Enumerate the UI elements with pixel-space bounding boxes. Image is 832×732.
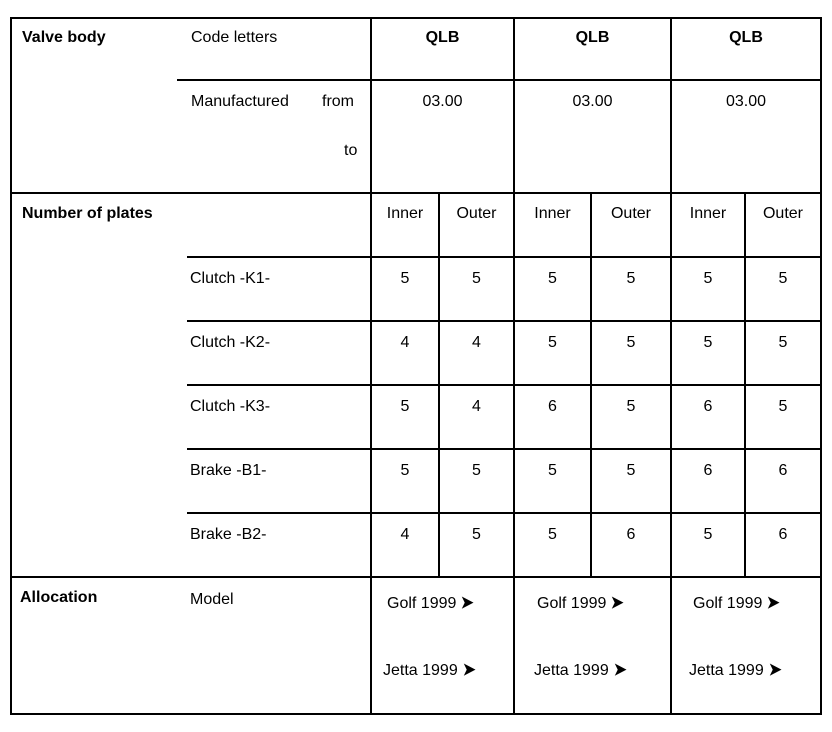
header-inner-col-3: Inner — [689, 205, 727, 222]
manufactured-from-col-2: 03.00 — [572, 93, 613, 110]
divider-code-letters — [177, 79, 822, 81]
code-letters-col-1: QLB — [425, 29, 460, 46]
code-letters-col-2: QLB — [575, 29, 610, 46]
section-valve-body: Valve body — [22, 29, 106, 46]
plate-row-label: Brake -B2- — [190, 526, 267, 543]
model-jetta-col-3: Jetta 1999 ➤ — [689, 660, 782, 679]
plate-count-cell: 4 — [400, 334, 410, 351]
section-allocation: Allocation — [20, 589, 98, 606]
model-jetta-col-1: Jetta 1999 ➤ — [383, 660, 476, 679]
divider-inner-outer-3 — [744, 192, 746, 578]
plate-count-cell: 5 — [472, 526, 481, 543]
row-label-model: Model — [190, 591, 234, 608]
divider-k3-b1 — [187, 448, 822, 450]
divider-b1-b2 — [187, 512, 822, 514]
section-number-of-plates: Number of plates — [22, 205, 153, 222]
row-label-from: from — [322, 93, 354, 110]
header-outer-col-3: Outer — [762, 205, 803, 222]
plate-count-cell: 5 — [703, 526, 713, 543]
arrow-right-icon: ➤ — [611, 593, 624, 612]
model-golf-col-2: Golf 1999 ➤ — [537, 593, 624, 612]
arrow-right-icon: ➤ — [767, 593, 780, 612]
plate-row-label: Clutch -K1- — [190, 270, 271, 287]
plate-count-cell: 5 — [400, 398, 410, 415]
plate-count-cell: 5 — [703, 334, 713, 351]
plate-row-label: Brake -B1- — [190, 462, 267, 479]
divider-k2-k3 — [187, 384, 822, 386]
model-jetta-col-2: Jetta 1999 ➤ — [534, 660, 627, 679]
plate-count-cell: 6 — [778, 526, 788, 543]
plate-count-cell: 6 — [703, 398, 713, 415]
divider-k1-k2 — [187, 320, 822, 322]
model-golf-col-1: Golf 1999 ➤ — [387, 593, 474, 612]
table-border-right — [820, 17, 822, 715]
header-outer-col-2: Outer — [610, 205, 651, 222]
table-border-left — [10, 17, 12, 715]
header-outer-col-1: Outer — [456, 205, 497, 222]
arrow-right-icon: ➤ — [768, 660, 782, 679]
manufactured-from-col-3: 03.00 — [725, 93, 767, 110]
table-border-bottom — [10, 713, 822, 715]
plate-count-cell: 6 — [778, 462, 788, 479]
plate-count-cell: 5 — [548, 462, 557, 479]
plate-count-cell: 6 — [626, 526, 636, 543]
row-label-code-letters: Code letters — [191, 29, 278, 46]
plate-row-label: Clutch -K3- — [190, 398, 271, 415]
plate-count-cell: 5 — [778, 334, 788, 351]
plate-count-cell: 5 — [400, 462, 410, 479]
plate-count-cell: 5 — [626, 462, 636, 479]
header-inner-col-2: Inner — [534, 205, 571, 222]
arrow-right-icon: ➤ — [613, 660, 627, 679]
plate-count-cell: 5 — [778, 398, 788, 415]
plate-count-cell: 5 — [548, 334, 557, 351]
plate-count-cell: 5 — [472, 462, 481, 479]
row-label-manufactured: Manufactured — [191, 93, 289, 110]
model-golf-col-3: Golf 1999 ➤ — [693, 593, 780, 612]
plate-count-cell: 5 — [548, 270, 557, 287]
plate-count-cell: 6 — [548, 398, 557, 415]
plate-row-label: Clutch -K2- — [190, 334, 271, 351]
header-inner-col-1: Inner — [386, 205, 424, 222]
manufactured-from-col-1: 03.00 — [422, 93, 463, 110]
code-letters-col-3: QLB — [729, 29, 763, 46]
divider-col-3 — [670, 17, 672, 715]
plate-count-cell: 5 — [400, 270, 410, 287]
divider-header-k1 — [187, 256, 822, 258]
plate-count-cell: 5 — [703, 270, 713, 287]
plate-count-cell: 5 — [778, 270, 788, 287]
arrow-right-icon: ➤ — [461, 593, 474, 612]
row-label-to: to — [344, 142, 358, 159]
arrow-right-icon: ➤ — [462, 660, 476, 679]
plate-count-cell: 5 — [548, 526, 557, 543]
divider-plates — [10, 576, 822, 578]
plate-count-cell: 5 — [626, 398, 636, 415]
plate-count-cell: 4 — [472, 398, 481, 415]
plate-count-cell: 5 — [626, 334, 636, 351]
divider-inner-outer-2 — [590, 192, 592, 578]
plate-count-cell: 6 — [703, 462, 713, 479]
plate-count-cell: 5 — [626, 270, 636, 287]
divider-valve-body — [10, 192, 822, 194]
divider-col-1 — [370, 17, 372, 715]
divider-inner-outer-1 — [438, 192, 440, 578]
plate-count-cell: 5 — [472, 270, 481, 287]
table-border-top — [10, 17, 822, 19]
plate-count-cell: 4 — [400, 526, 410, 543]
plate-count-cell: 4 — [472, 334, 481, 351]
divider-col-2 — [513, 17, 515, 715]
